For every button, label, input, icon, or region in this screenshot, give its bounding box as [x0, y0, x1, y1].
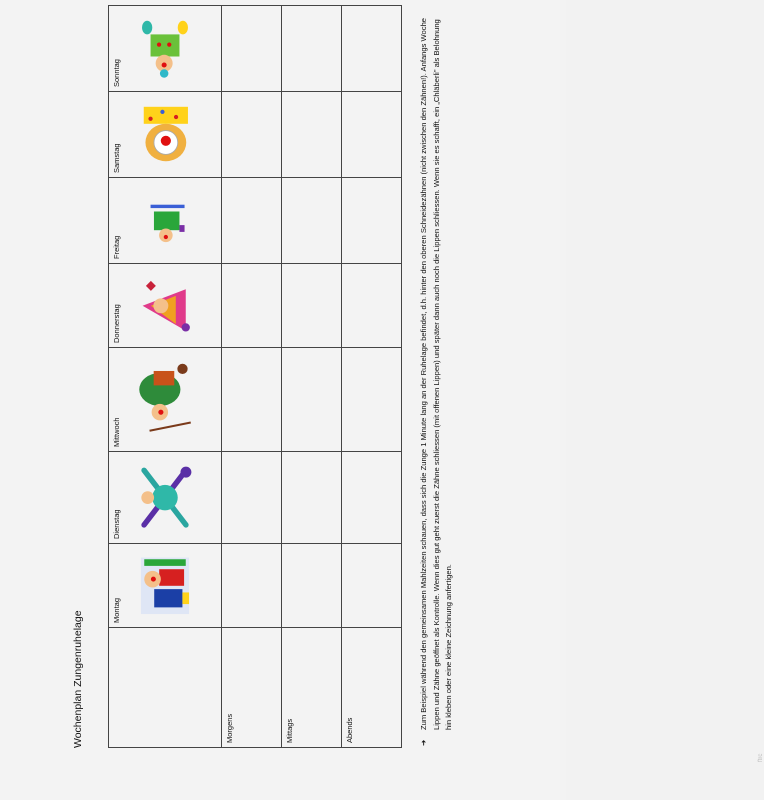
plan-cell[interactable] — [222, 544, 282, 628]
day-label: Freitag — [112, 235, 121, 259]
arrow-right-icon: ➜ — [419, 739, 428, 746]
clown-illustration — [128, 552, 202, 618]
plan-cell[interactable] — [222, 348, 282, 452]
clown-illustration — [128, 15, 202, 83]
plan-cell[interactable] — [222, 452, 282, 544]
plan-cell[interactable] — [222, 178, 282, 264]
slot-label-cell — [282, 628, 342, 748]
plan-cell[interactable] — [222, 92, 282, 178]
slot-label-cell — [342, 628, 402, 748]
row-abends — [342, 6, 402, 748]
clown-illustration — [128, 272, 202, 338]
day-label: Montag — [112, 597, 121, 623]
day-header-montag — [109, 544, 222, 628]
row-morgens — [222, 6, 282, 748]
instruction-note — [418, 14, 456, 744]
day-label: Mittwoch — [112, 417, 121, 447]
plan-cell[interactable] — [342, 6, 402, 92]
instruction-text: Zum Beispiel während den gemeinsamen Mahlzeiten schauen, dass sich die Zunge 1 Minute lang an der Ruhelage befindet, d.h. hinter den oberen Schneidezähnen (nicht zwischen den Zähnen!). Anfangs Woche Lippen und Zähne geöffnet als Kontrolle. Wenn dies gut geht zuerst die Zähne schliessen (mit offenen Lippen) und später dann auch noch die Lippen schliessen. Wenn sie es schafft, ein „Chläberli" als Belohnung hin kleben oder eine kleine Zeichnung anfertigen. — [419, 17, 454, 730]
plan-cell[interactable] — [222, 264, 282, 348]
plan-cell[interactable] — [342, 348, 402, 452]
watermark: ftrc — [758, 753, 764, 762]
day-header-freitag — [109, 178, 222, 264]
row-mittags — [282, 6, 342, 748]
day-label: Samstag — [112, 143, 121, 173]
plan-cell[interactable] — [342, 178, 402, 264]
plan-cell[interactable] — [342, 264, 402, 348]
plan-cell[interactable] — [222, 6, 282, 92]
plan-cell[interactable] — [282, 6, 342, 92]
slot-label-cell — [222, 628, 282, 748]
day-header-samstag — [109, 92, 222, 178]
day-header-dienstag — [109, 452, 222, 544]
document-title: Wochenplan Zungenruhelage — [72, 610, 84, 748]
day-label: Donnerstag — [112, 304, 121, 343]
clown-illustration — [128, 101, 202, 169]
plan-cell[interactable] — [282, 348, 342, 452]
slot-label: Abends — [345, 717, 354, 743]
day-header-sonntag — [109, 6, 222, 92]
plan-cell[interactable] — [342, 92, 402, 178]
slot-label: Morgens — [225, 713, 234, 743]
day-label: Dienstag — [112, 509, 121, 539]
day-header-mittwoch — [109, 348, 222, 452]
day-label: Sonntag — [112, 59, 121, 87]
corner-cell — [109, 628, 222, 748]
plan-cell[interactable] — [282, 264, 342, 348]
plan-cell[interactable] — [282, 178, 342, 264]
day-header-donnerstag — [109, 264, 222, 348]
slot-label: Mittags — [285, 718, 294, 743]
plan-cell[interactable] — [282, 544, 342, 628]
clown-illustration — [128, 461, 202, 534]
plan-cell[interactable] — [342, 544, 402, 628]
plan-cell[interactable] — [282, 92, 342, 178]
plan-cell[interactable] — [282, 452, 342, 544]
plan-cell[interactable] — [342, 452, 402, 544]
weekly-plan-table — [108, 5, 402, 748]
clown-illustration — [128, 358, 202, 440]
header-row — [109, 6, 222, 748]
clown-illustration — [128, 187, 202, 255]
